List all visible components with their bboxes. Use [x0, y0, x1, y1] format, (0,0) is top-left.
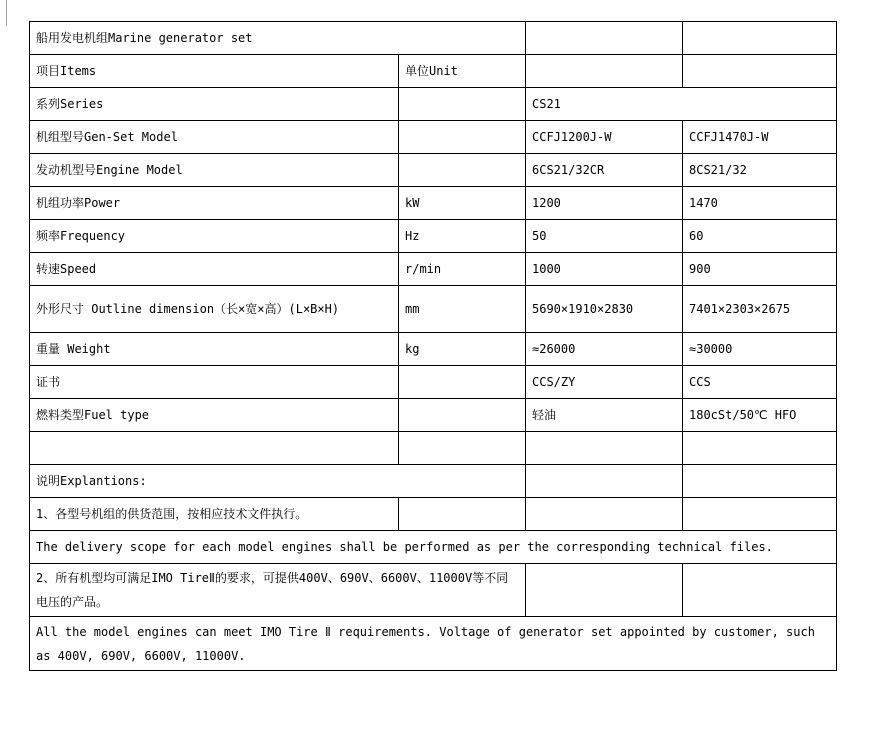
table-cell: 频率Frequency: [30, 220, 399, 253]
table-cell: 900: [683, 253, 837, 286]
table-cell: 证书: [30, 366, 399, 399]
table-cell: 发动机型号Engine Model: [30, 154, 399, 187]
table-cell: [399, 366, 526, 399]
table-cell: 1、各型号机组的供货范围，按相应技术文件执行。: [30, 498, 399, 531]
table-cell: [683, 22, 837, 55]
table-cell: ≈30000: [683, 333, 837, 366]
table-cell: 说明Explantions:: [30, 465, 526, 498]
table-cell: mm: [399, 286, 526, 333]
table-cell: [683, 564, 837, 617]
table-cell: CCFJ1470J-W: [683, 121, 837, 154]
table-row-note-2-en: [30, 617, 837, 671]
table-row-note-2-cn: [30, 564, 837, 617]
table-cell: [683, 498, 837, 531]
table-cell: 1470: [683, 187, 837, 220]
table-cell: [683, 432, 837, 465]
table-cell: ≈26000: [526, 333, 683, 366]
table-cell: 8CS21/32: [683, 154, 837, 187]
table-cell: [399, 432, 526, 465]
table-row-empty-row: [30, 432, 837, 465]
table-cell: [399, 154, 526, 187]
table-row-certificate: [30, 366, 837, 399]
table-cell: 转速Speed: [30, 253, 399, 286]
table-cell: 6CS21/32CR: [526, 154, 683, 187]
table-row-marine-generator-set-title: [30, 22, 837, 55]
table-row-note-1-en: [30, 531, 837, 564]
table-cell: 180cSt/50℃ HFO: [683, 399, 837, 432]
table-row-engine-model: [30, 154, 837, 187]
table-row-items-unit-header: [30, 55, 837, 88]
table-row-gen-set-model: [30, 121, 837, 154]
table-row-power: [30, 187, 837, 220]
table-cell: 50: [526, 220, 683, 253]
table-cell: r/min: [399, 253, 526, 286]
table-cell: All the model engines can meet IMO Tire Ⅱ requirements. Voltage of generator set appointed by customer, such as 400V, 690V, 6600V, 11000V.: [30, 617, 837, 671]
table-cell: [526, 22, 683, 55]
table-cell: CS21: [526, 88, 837, 121]
table-cell: 单位Unit: [399, 55, 526, 88]
table-row-outline-dimension: [30, 286, 837, 333]
table-cell: [30, 432, 399, 465]
table-cell: 7401×2303×2675: [683, 286, 837, 333]
table-cell: kW: [399, 187, 526, 220]
table-row-weight: [30, 333, 837, 366]
table-cell: CCFJ1200J-W: [526, 121, 683, 154]
table-cell: 重量 Weight: [30, 333, 399, 366]
table-cell: 船用发电机组Marine generator set: [30, 22, 526, 55]
table-row-explanations-header: [30, 465, 837, 498]
table-cell: 机组型号Gen-Set Model: [30, 121, 399, 154]
spec-table: [29, 21, 837, 671]
table-cell: [526, 465, 683, 498]
page-edge-line: [6, 0, 7, 26]
table-cell: [399, 88, 526, 121]
table-cell: 系列Series: [30, 88, 399, 121]
table-cell: [399, 121, 526, 154]
table-cell: 60: [683, 220, 837, 253]
table-cell: 1000: [526, 253, 683, 286]
table-cell: [526, 498, 683, 531]
table-cell: The delivery scope for each model engines shall be performed as per the corresponding technical files.: [30, 531, 837, 564]
table-cell: [683, 465, 837, 498]
table-cell: kg: [399, 333, 526, 366]
table-cell: [683, 55, 837, 88]
table-row-series: [30, 88, 837, 121]
table-cell: [399, 399, 526, 432]
spec-table-body: [30, 22, 837, 671]
table-cell: 轻油: [526, 399, 683, 432]
table-row-note-1-cn: [30, 498, 837, 531]
table-cell: 5690×1910×2830: [526, 286, 683, 333]
table-cell: [526, 432, 683, 465]
table-cell: CCS: [683, 366, 837, 399]
table-cell: 1200: [526, 187, 683, 220]
table-cell: 燃料类型Fuel type: [30, 399, 399, 432]
table-cell: CCS/ZY: [526, 366, 683, 399]
table-cell: 机组功率Power: [30, 187, 399, 220]
table-cell: Hz: [399, 220, 526, 253]
table-cell: 项目Items: [30, 55, 399, 88]
table-cell: 外形尺寸 Outline dimension（长×宽×高）(L×B×H): [30, 286, 399, 333]
table-cell: [526, 564, 683, 617]
table-row-fuel-type: [30, 399, 837, 432]
table-cell: 2、所有机型均可满足IMO TireⅡ的要求，可提供400V、690V、6600V、11000V等不同电压的产品。: [30, 564, 526, 617]
table-cell: [399, 498, 526, 531]
table-row-frequency: [30, 220, 837, 253]
table-cell: [526, 55, 683, 88]
table-row-speed: [30, 253, 837, 286]
